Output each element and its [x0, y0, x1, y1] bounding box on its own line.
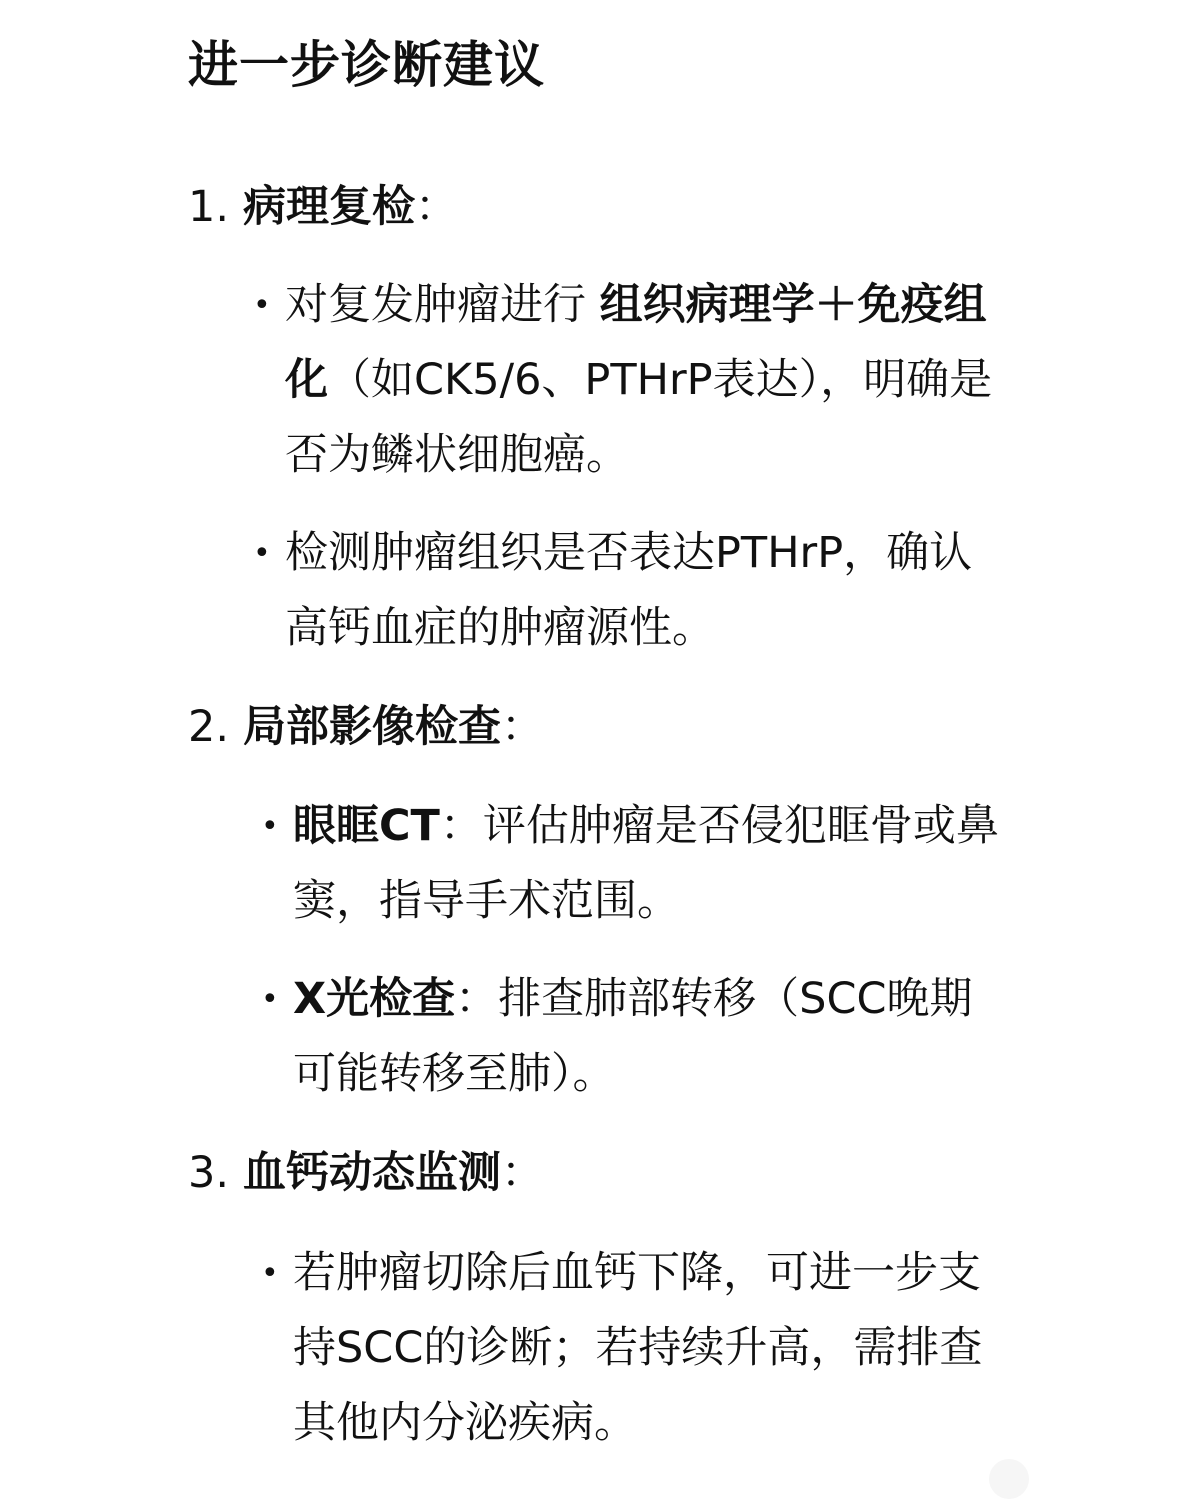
section-colon: ：: [501, 1148, 545, 1198]
bullet-text: 若肿瘤切除后血钙下降，可进一步支: [293, 1248, 981, 1298]
bullet-line: [293, 1311, 982, 1386]
bullet-text: （如CK5/6、PTHrP表达），明确是: [328, 355, 993, 405]
bullet-marker: •: [261, 809, 279, 844]
section-colon: ：: [415, 182, 459, 232]
bullet-bold-text: 眼眶CT: [293, 801, 440, 851]
bullet-line: [293, 962, 973, 1037]
section-1-title: [188, 177, 458, 237]
section-title-text: 血钙动态监测: [243, 1148, 502, 1198]
bullet-text: 对复发肿瘤进行: [285, 280, 600, 330]
bullet-text: 窦，指导手术范围。: [293, 876, 680, 926]
section-colon: ：: [501, 702, 545, 752]
bullet-line: [285, 591, 972, 666]
bullet-marker: •: [261, 1256, 279, 1291]
section-title-text: 局部影像检查: [243, 702, 502, 752]
list-item: [253, 268, 993, 493]
list-item: [261, 1236, 983, 1461]
section-3-title: [188, 1143, 544, 1203]
bullet-line: [285, 516, 972, 591]
bullet-bold-text: 组织病理学＋免疫组: [599, 280, 987, 330]
bullet-text: 持SCC的诊断；若持续升高，需排查: [293, 1323, 983, 1373]
bullet-text: 可能转移至肺）。: [293, 1049, 616, 1099]
page-heading: 进一步诊断建议: [188, 36, 545, 94]
section-title-text: 病理复检: [243, 182, 416, 232]
bullet-bold-text: 化: [285, 355, 328, 405]
bullet-bold-text: X光检查: [293, 974, 456, 1024]
section-number: 1.: [188, 182, 230, 232]
watermark-mark: [989, 1459, 1029, 1499]
section-2-title: [188, 697, 544, 757]
list-item: [261, 789, 999, 939]
bullet-line: [293, 1236, 982, 1311]
bullet-line: [285, 418, 992, 493]
section-number: 2.: [188, 702, 230, 752]
bullet-marker: •: [261, 982, 279, 1017]
section-number: 3.: [188, 1148, 230, 1198]
bullet-text: ：评估肿瘤是否侵犯眶骨或鼻: [439, 801, 999, 851]
bullet-marker: •: [253, 288, 271, 323]
bullet-text: 其他内分泌疾病。: [293, 1398, 637, 1448]
bullet-line: [285, 343, 992, 418]
bullet-line: [285, 268, 992, 343]
bullet-text: ：排查肺部转移（SCC晚期: [455, 974, 973, 1024]
bullet-marker: •: [253, 536, 271, 571]
bullet-text: 否为鳞状细胞癌。: [285, 430, 629, 480]
bullet-line: [293, 1037, 973, 1112]
list-item: [261, 962, 973, 1112]
bullet-text: 高钙血症的肿瘤源性。: [285, 603, 715, 653]
bullet-line: [293, 1386, 982, 1461]
bullet-line: [293, 864, 999, 939]
bullet-line: [293, 789, 999, 864]
list-item: [253, 516, 973, 666]
bullet-text: 检测肿瘤组织是否表达PTHrP，确认: [285, 528, 973, 578]
